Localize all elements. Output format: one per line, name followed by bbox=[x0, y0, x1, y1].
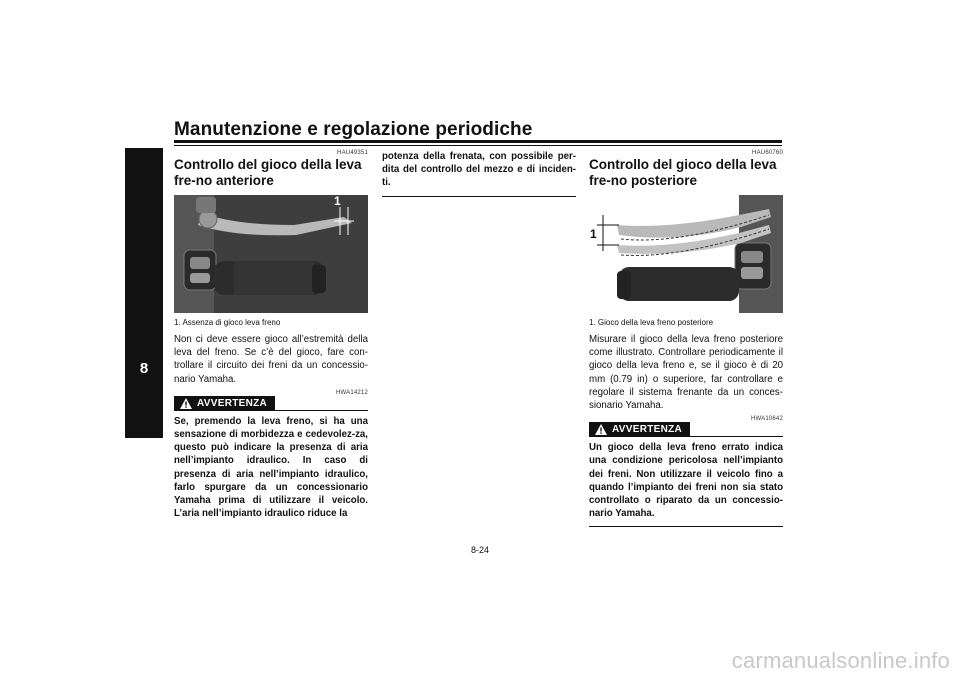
warning-header bbox=[174, 396, 368, 411]
warning-label bbox=[589, 422, 690, 437]
warning-text: Se, premendo la leva freno, si ha una sensazione di morbidezza e cedevolez-za, questo può indicare la presenza di aria nell’impianto idraulico. In caso di presenza di aria nell’impianto idraulico, farlo spurgare da un concessionario Yamaha prima di utilizzare il veicolo. L’aria nell’impianto idraulico riduce la bbox=[174, 415, 368, 520]
section-heading: Controllo del gioco della leva fre-no posteriore bbox=[589, 157, 777, 188]
figure-callout: 1 bbox=[590, 227, 597, 241]
column-front-brake bbox=[174, 150, 368, 520]
page-title: Manutenzione e regolazione periodiche bbox=[174, 119, 533, 140]
warning-block bbox=[174, 390, 368, 521]
warning-end-rule bbox=[382, 196, 576, 197]
chapter-tab bbox=[125, 148, 163, 438]
section-code: HAU60760 bbox=[752, 150, 783, 156]
warning-label-text: AVVERTENZA bbox=[197, 397, 268, 409]
warning-end-rule bbox=[589, 526, 783, 527]
section-code: HAU49351 bbox=[337, 150, 368, 156]
rear-brake-lever-illustration bbox=[589, 195, 783, 313]
warning-label bbox=[174, 396, 275, 411]
figure-caption: 1. Gioco della leva freno posteriore bbox=[589, 318, 714, 327]
figure-callout: 1 bbox=[334, 195, 341, 208]
page-number: 8-24 bbox=[470, 545, 489, 555]
column-continuation bbox=[382, 148, 576, 197]
warning-label-text: AVVERTENZA bbox=[612, 424, 683, 436]
header-rule-thin bbox=[174, 145, 782, 146]
warning-code: HWA14212 bbox=[335, 389, 368, 396]
figure-caption: 1. Assenza di gioco leva freno bbox=[174, 318, 281, 327]
warning-header bbox=[589, 422, 783, 437]
front-brake-lever-illustration bbox=[174, 195, 368, 313]
warning-triangle-icon bbox=[180, 398, 192, 409]
warning-rule bbox=[275, 410, 368, 411]
body-paragraph: Non ci deve essere gioco all’estremità della leva del freno. Se c’è del gioco, fare con-trollare il circuito dei freni da un concessio-nario Yamaha. bbox=[174, 334, 368, 385]
section-heading: Controllo del gioco della leva fre-no anteriore bbox=[174, 157, 362, 188]
watermark: carmanualsonline.info bbox=[731, 648, 950, 673]
rear-brake-lever-figure bbox=[589, 195, 783, 313]
warning-code: HWA10642 bbox=[750, 416, 783, 423]
warning-block bbox=[589, 416, 783, 527]
column-rear-brake bbox=[589, 150, 783, 527]
warning-triangle-icon bbox=[595, 424, 607, 435]
front-brake-lever-figure bbox=[174, 195, 368, 313]
warning-text: Un gioco della leva freno errato indica una condizione pericolosa nell’impianto dei freni. Non utilizzare il veicolo fino a quando l’impianto dei freni non sia stato controllato o riparato da un concessio-nario Yamaha. bbox=[589, 442, 783, 520]
warning-text-continued: potenza della frenata, con possibile per-dita del controllo del mezzo e di inciden-ti. bbox=[382, 151, 576, 189]
warning-rule bbox=[690, 436, 783, 437]
chapter-number: 8 bbox=[139, 360, 149, 377]
body-paragraph: Misurare il gioco della leva freno posteriore come illustrato. Controllare periodicamente il gioco della leva freno e, se il gioco è di 20 mm (0.79 in) o superiore, far controllare e regolare il sistema frenante da un conces-sionario Yamaha. bbox=[589, 334, 783, 412]
header-rule bbox=[174, 140, 782, 143]
